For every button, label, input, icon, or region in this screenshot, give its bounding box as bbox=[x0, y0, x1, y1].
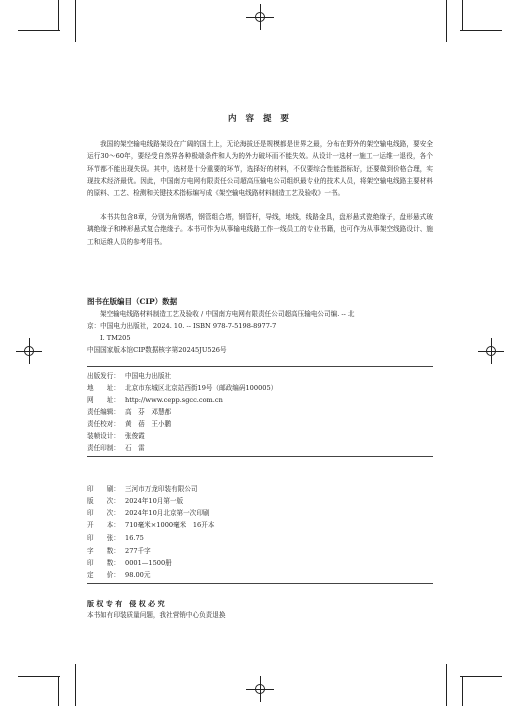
publisher-row bbox=[87, 419, 171, 430]
field-value: 277千字 bbox=[125, 547, 151, 555]
crop-mark bbox=[75, 664, 76, 706]
printing-row bbox=[87, 533, 144, 544]
field-label: 责任印制： bbox=[87, 444, 120, 452]
field-value: 0001—1500册 bbox=[125, 559, 172, 567]
field-label: 印 刷： bbox=[87, 485, 120, 493]
printing-row bbox=[87, 508, 210, 519]
field-label: 定 价： bbox=[87, 571, 120, 579]
divider bbox=[87, 456, 433, 457]
printing-row bbox=[87, 558, 172, 569]
field-label: 网 址： bbox=[87, 396, 120, 404]
crop-mark bbox=[460, 676, 502, 677]
field-value: 98.00元 bbox=[125, 571, 151, 579]
crop-mark bbox=[58, 676, 59, 706]
crop-mark bbox=[58, 0, 59, 30]
field-value: 石 雷 bbox=[125, 444, 145, 452]
crop-mark bbox=[462, 0, 463, 30]
field-value: 张俊霞 bbox=[125, 432, 145, 440]
copyright-title: 版 权 专 有 侵 权 必 究 bbox=[87, 599, 165, 608]
publisher-row bbox=[87, 383, 277, 394]
cip-line: 中国国家版本馆CIP数据核字第20245JU526号 bbox=[87, 346, 227, 354]
cip-line: Ⅰ. TM205 bbox=[100, 334, 131, 342]
crop-mark bbox=[75, 0, 76, 42]
field-label: 字 数： bbox=[87, 547, 120, 555]
abstract-paragraph: 我国的架空输电线路架设在广阔的国土上，无论海拔还是规模都是世界之最，分布在野外的架空输电线路，要安全运行30～60年，要经受自然界各种极端条件和人为的外力破坏而不能失效。从设计一选材一施工一运维一退役，各个环节都不能出现失误。其中，选材是十分重要的环节，选择好的材料，不仅要综合性能指标好，还要做到价格合理，实现技术经济最优。因此，中国南方电网有限责任公司超高压输电公司组织最专业的技术人员，将架空输电线路主要材料的原料、工艺、检测和关键技术指标编写成《架空输电线路材料制造工艺及验收》一书。 bbox=[87, 140, 433, 198]
copyright-note: 本书如有印装质量问题，我社营销中心负责退换 bbox=[87, 611, 226, 619]
abstract-paragraph: 本书共包含8章，分别为角钢塔，钢管组合塔，钢管杆，导线，地线，线路金具，盘形悬式瓷绝缘子，盘形悬式玻璃绝缘子和棒形悬式复合绝缘子。本书可作为从事输电线路工作一线员工的专业书籍，也可作为从事架空线路设计、施工和运维人员的参考用书。 bbox=[87, 213, 433, 246]
field-label: 责任编辑： bbox=[87, 408, 120, 416]
registration-mark bbox=[491, 338, 492, 364]
field-label: 责任校对： bbox=[87, 420, 120, 428]
field-label: 出版发行： bbox=[87, 372, 120, 380]
crop-mark bbox=[446, 664, 447, 706]
cip-line: 京：中国电力出版社，2024. 10. -- ISBN 978-7-5198-8977-7 bbox=[87, 322, 277, 330]
field-value: 2024年10月第一版 bbox=[125, 497, 184, 505]
field-label: 印 次： bbox=[87, 509, 120, 517]
field-value: 中国电力出版社 bbox=[125, 372, 172, 380]
publisher-row bbox=[87, 431, 145, 442]
field-label: 印 数： bbox=[87, 559, 120, 567]
field-label: 版 次： bbox=[87, 497, 120, 505]
printing-row bbox=[87, 570, 150, 581]
field-value: 黄 蓓 王小鹏 bbox=[125, 420, 172, 428]
field-value: 高 芬 邓慧都 bbox=[125, 408, 172, 416]
field-label: 地 址： bbox=[87, 384, 120, 392]
printing-row bbox=[87, 520, 214, 531]
cip-title: 图书在版编目（CIP）数据 bbox=[87, 297, 178, 306]
printing-row bbox=[87, 484, 198, 495]
field-value: 710毫米×1000毫米 16开本 bbox=[125, 521, 215, 529]
field-value: 北京市东城区北京站西街19号（邮政编码100005） bbox=[125, 384, 278, 392]
printing-row bbox=[87, 546, 151, 557]
field-value: 16.75 bbox=[125, 534, 144, 542]
crop-mark bbox=[446, 0, 447, 42]
registration-mark bbox=[260, 4, 261, 30]
field-value: 三河市万龙印装有限公司 bbox=[125, 485, 198, 493]
crop-mark bbox=[462, 676, 463, 706]
field-value: 2024年10月北京第一次印刷 bbox=[125, 509, 210, 517]
registration-mark bbox=[29, 338, 30, 364]
registration-mark bbox=[260, 676, 261, 702]
field-label: 印 张： bbox=[87, 534, 120, 542]
abstract-title: 内 容 提 要 bbox=[228, 114, 292, 124]
crop-mark bbox=[18, 676, 60, 677]
field-value: http://www.cepp.sgcc.com.cn bbox=[125, 396, 223, 404]
crop-mark bbox=[460, 30, 502, 31]
cip-line: 架空输电线路材料制造工艺及验收 / 中国南方电网有限责任公司超高压输电公司编. -- 北 bbox=[100, 310, 355, 318]
printing-row bbox=[87, 496, 183, 507]
publisher-row bbox=[87, 407, 171, 418]
publisher-row bbox=[87, 371, 171, 382]
field-label: 装帧设计： bbox=[87, 432, 120, 440]
divider bbox=[87, 366, 433, 367]
publisher-row bbox=[87, 395, 223, 406]
crop-mark bbox=[18, 30, 60, 31]
divider bbox=[87, 583, 433, 584]
publisher-row bbox=[87, 443, 145, 454]
field-label: 开 本： bbox=[87, 521, 120, 529]
